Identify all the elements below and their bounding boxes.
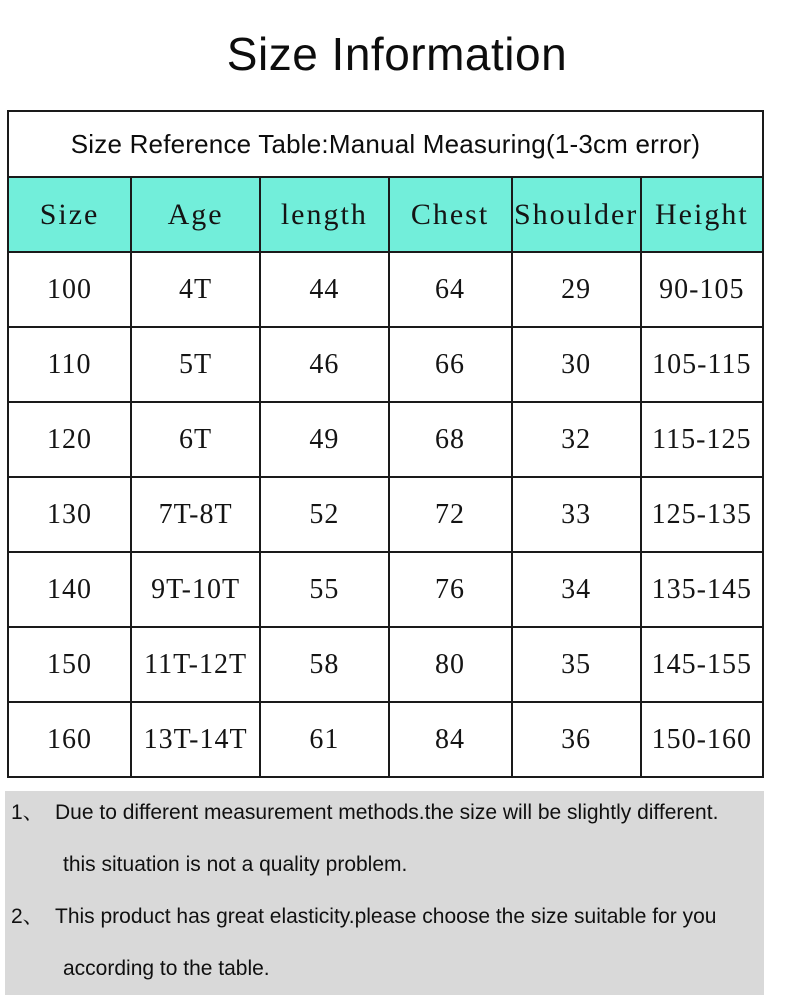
table-cell: 34: [512, 552, 641, 627]
table-cell: 135-145: [641, 552, 763, 627]
size-table-body: [8, 252, 763, 777]
table-cell: 4T: [131, 252, 260, 327]
note-text-line1: Due to different measurement methods.the size will be slightly different.: [55, 801, 719, 824]
table-cell: 52: [260, 477, 388, 552]
note-item-1: [11, 800, 756, 877]
note-line: [11, 904, 756, 929]
caption-row: [8, 111, 763, 177]
table-cell: 100: [8, 252, 131, 327]
column-header-size: Size: [8, 177, 131, 252]
table-row-size-120: [8, 402, 763, 477]
table-row-size-140: [8, 552, 763, 627]
table-cell: 36: [512, 702, 641, 777]
table-cell: 58: [260, 627, 388, 702]
table-row-size-110: [8, 327, 763, 402]
note-number: 2、: [11, 905, 44, 928]
column-header-shoulder: Shoulder: [512, 177, 641, 252]
table-cell: 9T-10T: [131, 552, 260, 627]
column-header-row: [8, 177, 763, 252]
table-cell: 68: [389, 402, 512, 477]
table-cell: 90-105: [641, 252, 763, 327]
table-cell: 11T-12T: [131, 627, 260, 702]
table-cell: 29: [512, 252, 641, 327]
size-reference-table: [7, 110, 764, 778]
table-cell: 13T-14T: [131, 702, 260, 777]
table-cell: 105-115: [641, 327, 763, 402]
table-cell: 115-125: [641, 402, 763, 477]
note-number: 1、: [11, 801, 44, 824]
table-cell: 84: [389, 702, 512, 777]
table-cell: 6T: [131, 402, 260, 477]
table-cell: 66: [389, 327, 512, 402]
note-text-line2: this situation is not a quality problem.: [63, 853, 408, 876]
table-cell: 5T: [131, 327, 260, 402]
note-line: [11, 800, 756, 825]
table-cell: 150-160: [641, 702, 763, 777]
table-caption: Size Reference Table:Manual Measuring(1-3cm error): [8, 111, 763, 177]
table-cell: 33: [512, 477, 641, 552]
table-cell: 80: [389, 627, 512, 702]
table-cell: 125-135: [641, 477, 763, 552]
table-cell: 46: [260, 327, 388, 402]
table-cell: 72: [389, 477, 512, 552]
table-cell: 160: [8, 702, 131, 777]
table-cell: 61: [260, 702, 388, 777]
table-cell: 49: [260, 402, 388, 477]
notes-panel: [5, 791, 764, 995]
table-cell: 35: [512, 627, 641, 702]
table-cell: 30: [512, 327, 641, 402]
table-cell: 44: [260, 252, 388, 327]
note-text-line1: This product has great elasticity.please choose the size suitable for you: [55, 905, 717, 928]
table-row-size-100: [8, 252, 763, 327]
table-cell: 32: [512, 402, 641, 477]
column-header-length: length: [260, 177, 388, 252]
column-header-height: Height: [641, 177, 763, 252]
table-row-size-130: [8, 477, 763, 552]
table-cell: 76: [389, 552, 512, 627]
table-cell: 55: [260, 552, 388, 627]
note-item-2: [11, 904, 756, 981]
note-text-line2: according to the table.: [63, 957, 270, 980]
column-header-chest: Chest: [389, 177, 512, 252]
table-cell: 120: [8, 402, 131, 477]
table-cell: 64: [389, 252, 512, 327]
table-cell: 110: [8, 327, 131, 402]
table-cell: 130: [8, 477, 131, 552]
table-cell: 140: [8, 552, 131, 627]
table-row-size-160: [8, 702, 763, 777]
page-title: Size Information: [226, 28, 568, 80]
table-cell: 150: [8, 627, 131, 702]
table-cell: 145-155: [641, 627, 763, 702]
table-row-size-150: [8, 627, 763, 702]
table-cell: 7T-8T: [131, 477, 260, 552]
column-header-age: Age: [131, 177, 260, 252]
